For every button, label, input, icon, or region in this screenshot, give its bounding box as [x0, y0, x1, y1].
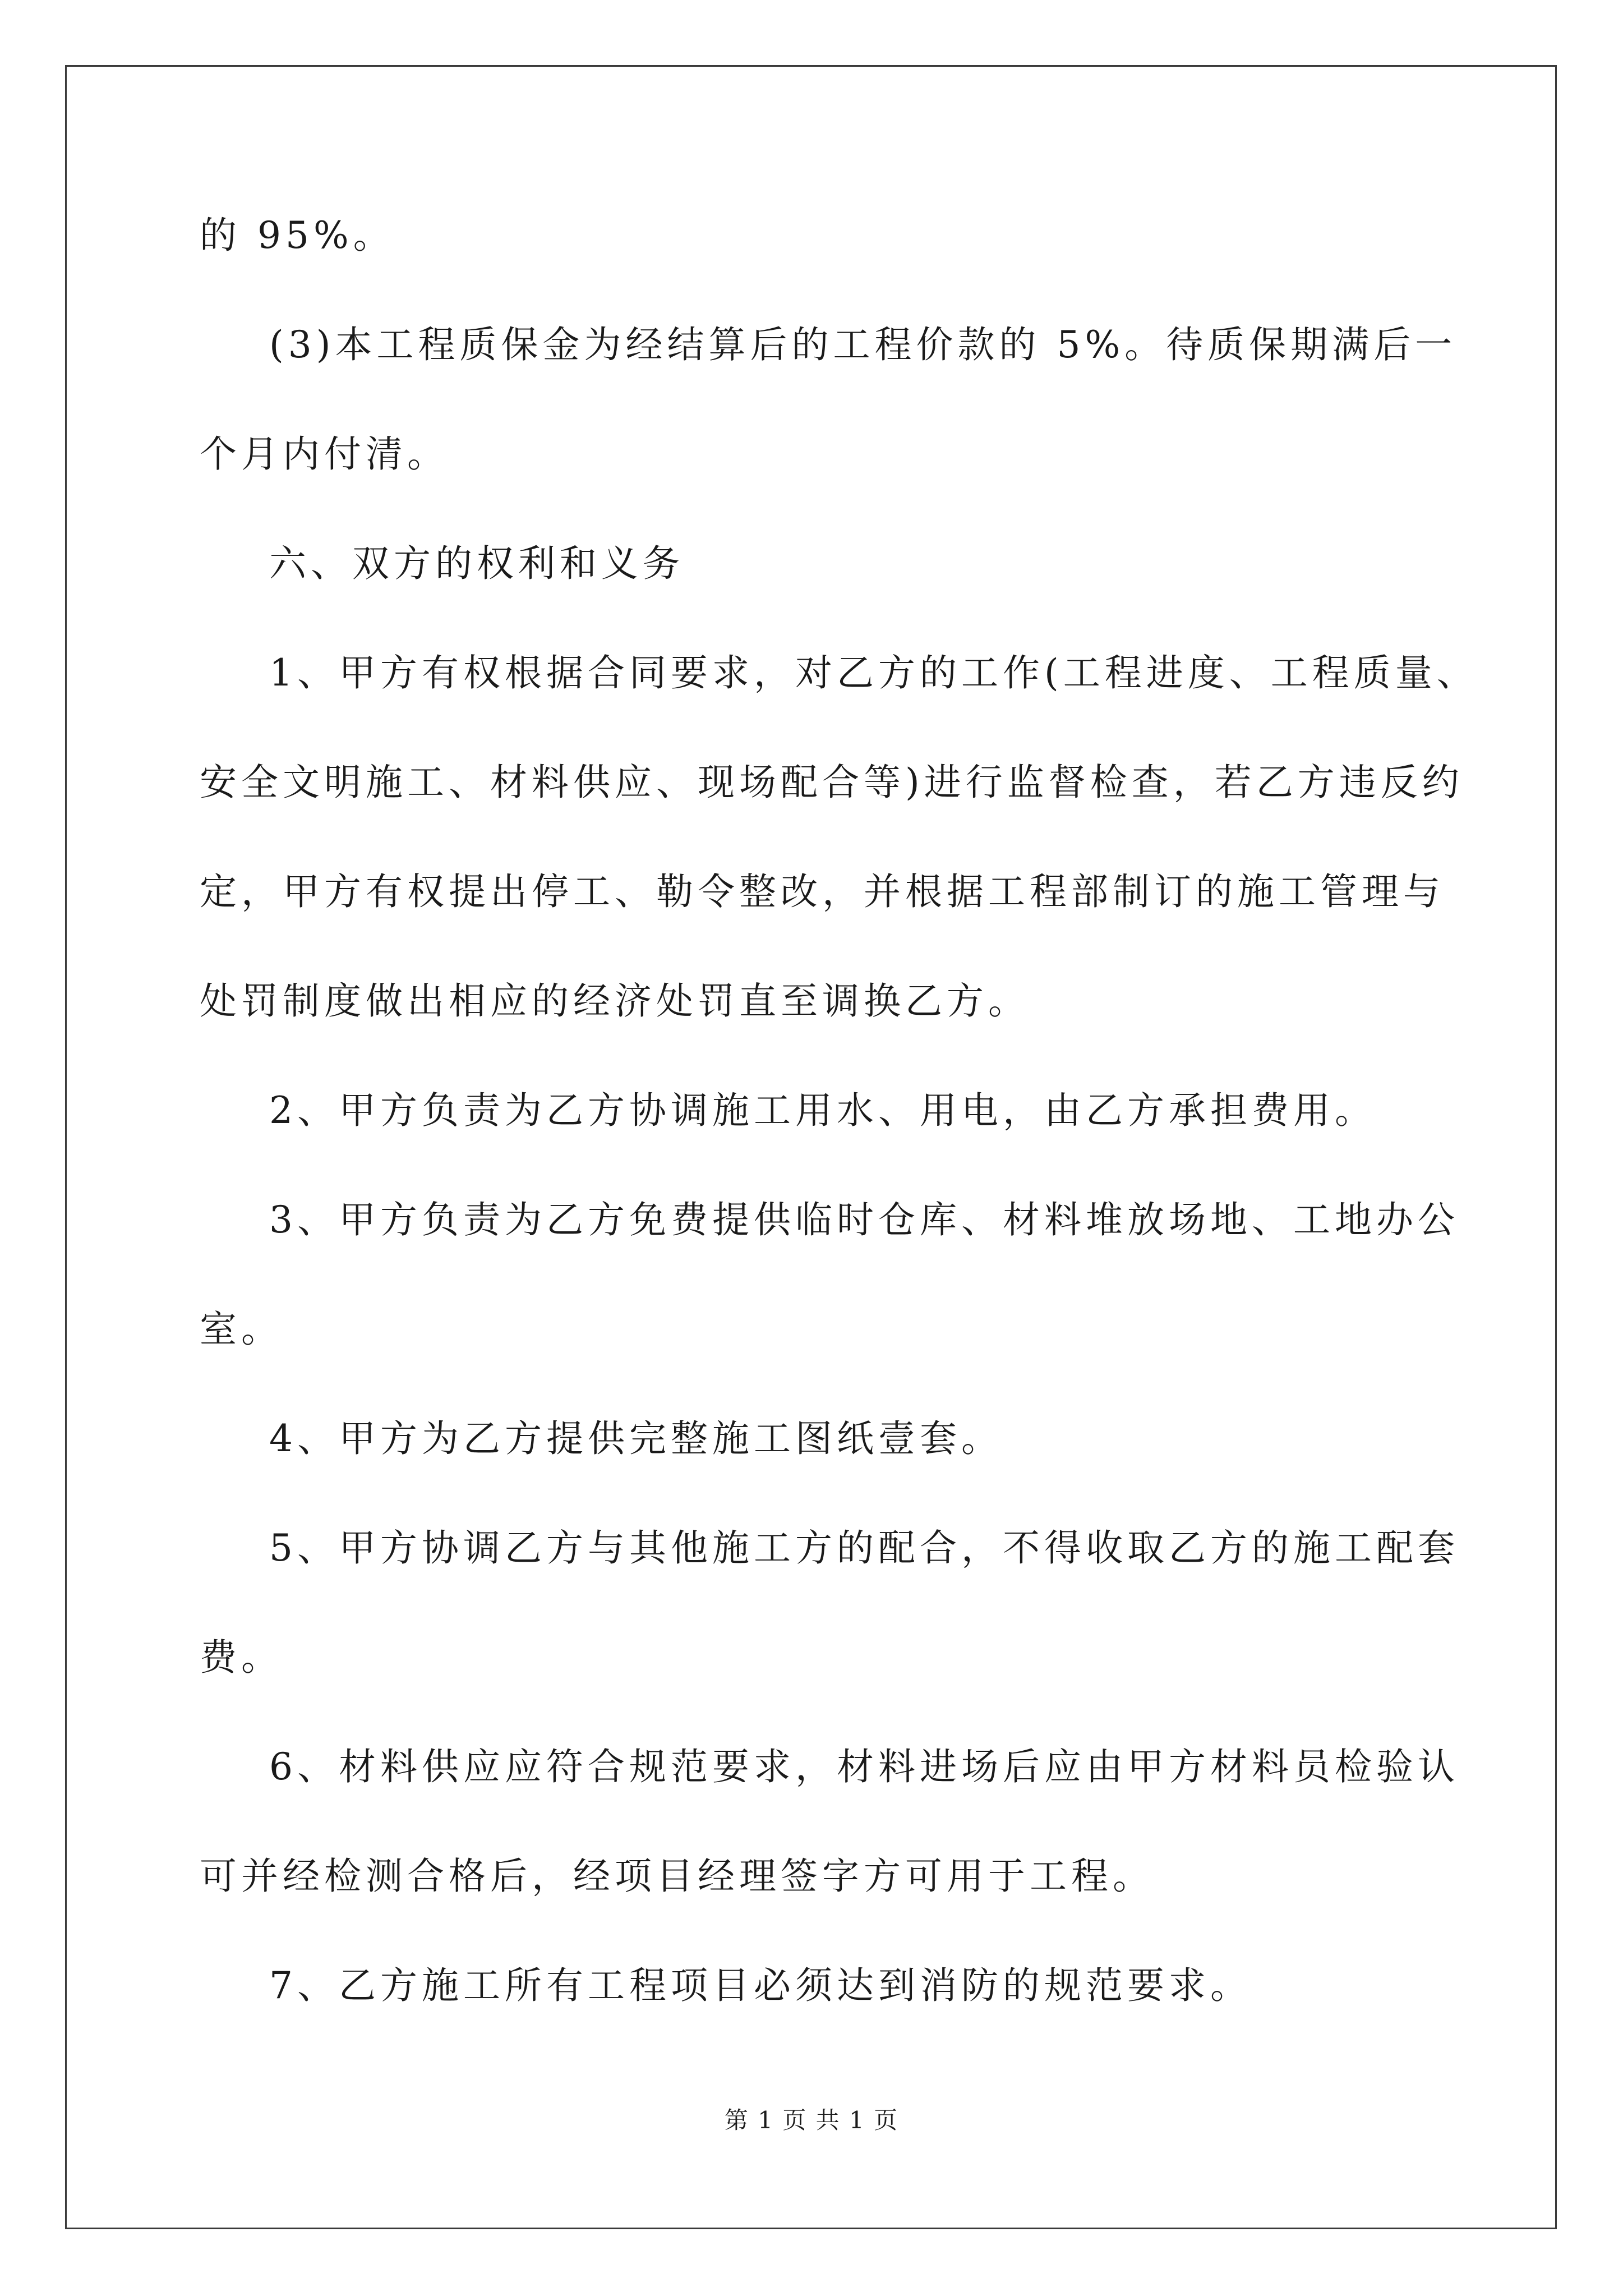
text-line: 可并经检测合格后，经项目经理签字方可用于工程。: [200, 1855, 1154, 1898]
text-line: 安全文明施工、材料供应、现场配合等)进行监督检查，若乙方违反约: [200, 761, 1464, 804]
text-line: 定，甲方有权提出停工、勒令整改，并根据工程部制订的施工管理与: [200, 870, 1445, 913]
text-line: 处罚制度做出相应的经济处罚直至调换乙方。: [200, 979, 1030, 1023]
text-line: 7、乙方施工所有工程项目必须达到消防的规范要求。: [269, 1964, 1252, 2007]
text-line: 费。: [200, 1636, 283, 1679]
text-line: 2、甲方负责为乙方协调施工用水、用电，由乙方承担费用。: [269, 1089, 1376, 1132]
text-line: 的 95%。: [200, 214, 395, 257]
text-line: 个月内付清。: [200, 432, 449, 476]
page-number-footer: 第 1 页 共 1 页: [724, 2106, 899, 2134]
text-line: 5、甲方协调乙方与其他施工方的配合，不得收取乙方的施工配套: [269, 1526, 1459, 1570]
section-heading: 六、双方的权利和义务: [269, 542, 684, 585]
text-line: 4、甲方为乙方提供完整施工图纸壹套。: [269, 1417, 1003, 1460]
text-line: (3)本工程质保金为经结算后的工程价款的 5%。待质保期满后一: [269, 323, 1457, 366]
page-border: [65, 65, 1557, 2229]
text-line: 室。: [200, 1308, 283, 1351]
text-line: 6、材料供应应符合规范要求，材料进场后应由甲方材料员检验认: [269, 1745, 1459, 1788]
text-line: 3、甲方负责为乙方免费提供临时仓库、材料堆放场地、工地办公: [269, 1198, 1459, 1241]
text-line: 1、甲方有权根据合同要求，对乙方的工作(工程进度、工程质量、: [269, 651, 1478, 694]
